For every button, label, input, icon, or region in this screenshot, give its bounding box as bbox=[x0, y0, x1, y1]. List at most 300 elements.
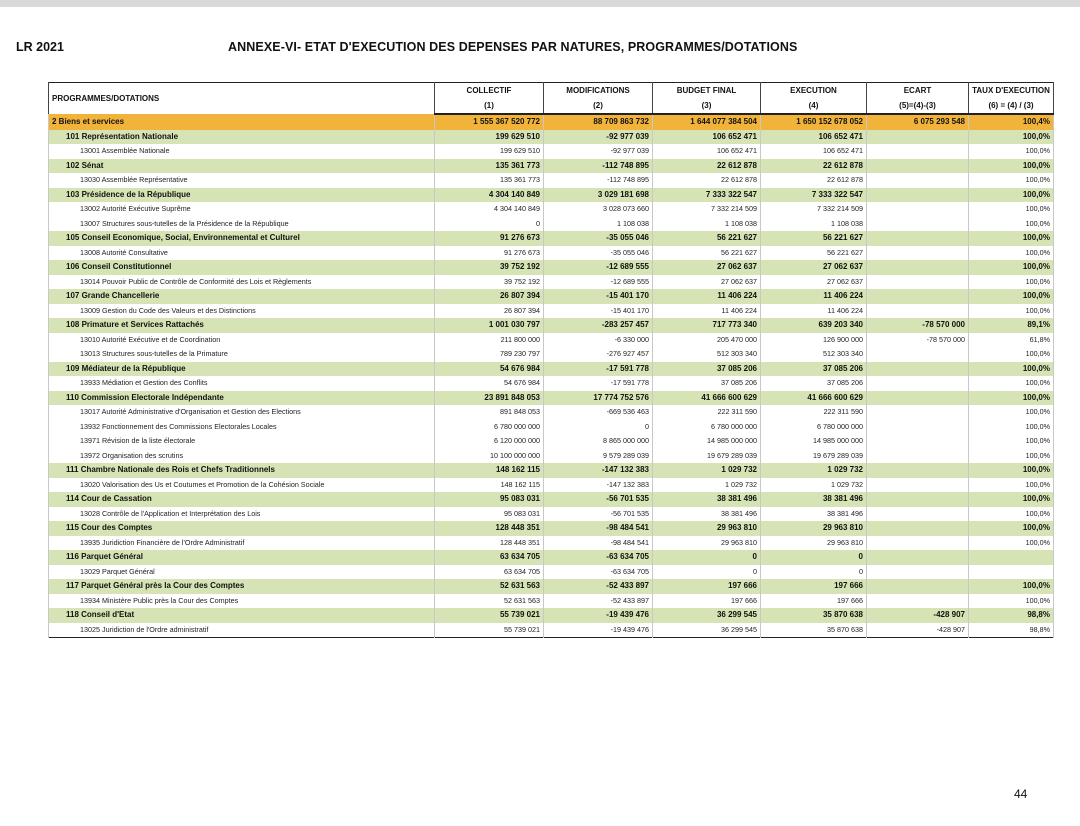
budget-final-cell: 0 bbox=[653, 550, 761, 565]
ecart-cell bbox=[867, 347, 969, 362]
budget-final-cell: 106 652 471 bbox=[653, 144, 761, 159]
execution-cell: 22 612 878 bbox=[761, 173, 867, 188]
collectif-cell: 6 120 000 000 bbox=[435, 434, 544, 449]
label-cell: 118 Conseil d'Etat bbox=[49, 608, 435, 623]
collectif-cell: 26 807 394 bbox=[435, 289, 544, 304]
program-row bbox=[49, 130, 1054, 145]
collectif-cell: 39 752 192 bbox=[435, 260, 544, 275]
taux-cell: 100,0% bbox=[969, 449, 1054, 464]
execution-cell: 56 221 627 bbox=[761, 231, 867, 246]
label-cell: 102 Sénat bbox=[49, 159, 435, 174]
column-header-taux-execution: TAUX D'EXECUTION bbox=[969, 83, 1054, 99]
dotation-row bbox=[49, 347, 1054, 362]
modifications-cell: -56 701 535 bbox=[544, 507, 653, 522]
label-cell: 13001 Assemblée Nationale bbox=[49, 144, 435, 159]
ecart-cell bbox=[867, 521, 969, 536]
collectif-cell: 95 083 031 bbox=[435, 492, 544, 507]
program-row bbox=[49, 391, 1054, 406]
modifications-cell: 3 029 181 698 bbox=[544, 188, 653, 203]
execution-cell: 35 870 638 bbox=[761, 623, 867, 638]
label-cell: 13933 Médiation et Gestion des Conflits bbox=[49, 376, 435, 391]
execution-cell: 126 900 000 bbox=[761, 333, 867, 348]
modifications-cell: -12 689 555 bbox=[544, 275, 653, 290]
modifications-cell: 8 865 000 000 bbox=[544, 434, 653, 449]
taux-cell: 100,0% bbox=[969, 492, 1054, 507]
execution-cell: 512 303 340 bbox=[761, 347, 867, 362]
budget-final-cell: 37 085 206 bbox=[653, 362, 761, 377]
collectif-cell: 891 848 053 bbox=[435, 405, 544, 420]
ecart-cell bbox=[867, 579, 969, 594]
column-subheader-modifications: (2) bbox=[544, 98, 653, 114]
taux-cell: 100,0% bbox=[969, 130, 1054, 145]
execution-cell: 35 870 638 bbox=[761, 608, 867, 623]
label-cell: 13932 Fonctionnement des Commissions Electorales Locales bbox=[49, 420, 435, 435]
label-cell: 117 Parquet Général près la Cour des Comptes bbox=[49, 579, 435, 594]
taux-cell: 100,0% bbox=[969, 246, 1054, 261]
column-header-collectif: COLLECTIF bbox=[435, 83, 544, 99]
ecart-cell bbox=[867, 405, 969, 420]
collectif-cell: 39 752 192 bbox=[435, 275, 544, 290]
taux-cell bbox=[969, 565, 1054, 580]
dotation-row bbox=[49, 202, 1054, 217]
collectif-cell: 95 083 031 bbox=[435, 507, 544, 522]
program-row bbox=[49, 188, 1054, 203]
budget-final-cell: 19 679 289 039 bbox=[653, 449, 761, 464]
modifications-cell: -669 536 463 bbox=[544, 405, 653, 420]
taux-cell: 100,0% bbox=[969, 275, 1054, 290]
taux-cell: 61,8% bbox=[969, 333, 1054, 348]
ecart-cell bbox=[867, 304, 969, 319]
budget-final-cell: 11 406 224 bbox=[653, 304, 761, 319]
execution-cell: 0 bbox=[761, 565, 867, 580]
execution-cell: 38 381 496 bbox=[761, 492, 867, 507]
ecart-cell bbox=[867, 144, 969, 159]
budget-final-cell: 27 062 637 bbox=[653, 275, 761, 290]
dotation-row bbox=[49, 144, 1054, 159]
category-row bbox=[49, 114, 1054, 130]
ecart-cell bbox=[867, 130, 969, 145]
collectif-cell: 1 001 030 797 bbox=[435, 318, 544, 333]
ecart-cell bbox=[867, 202, 969, 217]
modifications-cell: -35 055 046 bbox=[544, 231, 653, 246]
ecart-cell bbox=[867, 376, 969, 391]
budget-final-cell: 38 381 496 bbox=[653, 507, 761, 522]
label-cell: 13008 Autorité Consultative bbox=[49, 246, 435, 261]
modifications-cell: -19 439 476 bbox=[544, 623, 653, 638]
collectif-cell: 135 361 773 bbox=[435, 159, 544, 174]
ecart-cell: -78 570 000 bbox=[867, 333, 969, 348]
program-row bbox=[49, 521, 1054, 536]
label-cell: 13934 Ministère Public près la Cour des Comptes bbox=[49, 594, 435, 609]
modifications-cell: -52 433 897 bbox=[544, 579, 653, 594]
ecart-cell bbox=[867, 391, 969, 406]
modifications-cell: 1 108 038 bbox=[544, 217, 653, 232]
taux-cell: 100,0% bbox=[969, 594, 1054, 609]
dotation-row bbox=[49, 405, 1054, 420]
collectif-cell: 128 448 351 bbox=[435, 536, 544, 551]
dotation-row bbox=[49, 536, 1054, 551]
collectif-cell: 199 629 510 bbox=[435, 144, 544, 159]
dotation-row bbox=[49, 594, 1054, 609]
taux-cell: 100,0% bbox=[969, 463, 1054, 478]
execution-cell: 37 085 206 bbox=[761, 362, 867, 377]
taux-cell: 89,1% bbox=[969, 318, 1054, 333]
dotation-row bbox=[49, 173, 1054, 188]
execution-cell: 29 963 810 bbox=[761, 536, 867, 551]
ecart-cell bbox=[867, 550, 969, 565]
collectif-cell: 135 361 773 bbox=[435, 173, 544, 188]
taux-cell: 100,0% bbox=[969, 376, 1054, 391]
budget-final-cell: 41 666 600 629 bbox=[653, 391, 761, 406]
dotation-row bbox=[49, 376, 1054, 391]
collectif-cell: 55 739 021 bbox=[435, 623, 544, 638]
budget-final-cell: 1 644 077 384 504 bbox=[653, 114, 761, 130]
budget-final-cell: 7 333 322 547 bbox=[653, 188, 761, 203]
budget-final-cell: 197 666 bbox=[653, 594, 761, 609]
execution-table-container bbox=[48, 82, 1053, 638]
column-header-budget-final: BUDGET FINAL bbox=[653, 83, 761, 99]
collectif-cell: 54 676 984 bbox=[435, 362, 544, 377]
column-subheader-execution: (4) bbox=[761, 98, 867, 114]
table-header bbox=[49, 83, 1054, 115]
budget-final-cell: 6 780 000 000 bbox=[653, 420, 761, 435]
label-cell: 108 Primature et Services Rattachés bbox=[49, 318, 435, 333]
execution-cell: 1 650 152 678 052 bbox=[761, 114, 867, 130]
collectif-cell: 52 631 563 bbox=[435, 579, 544, 594]
execution-cell: 7 333 322 547 bbox=[761, 188, 867, 203]
modifications-cell: -98 484 541 bbox=[544, 521, 653, 536]
label-cell: 105 Conseil Economique, Social, Environnemental et Culturel bbox=[49, 231, 435, 246]
label-cell: 13971 Révision de la liste électorale bbox=[49, 434, 435, 449]
collectif-cell: 55 739 021 bbox=[435, 608, 544, 623]
modifications-cell: -92 977 039 bbox=[544, 130, 653, 145]
collectif-cell: 789 230 797 bbox=[435, 347, 544, 362]
collectif-cell: 148 162 115 bbox=[435, 478, 544, 493]
program-row bbox=[49, 492, 1054, 507]
taux-cell: 100,0% bbox=[969, 478, 1054, 493]
budget-final-cell: 38 381 496 bbox=[653, 492, 761, 507]
modifications-cell: 17 774 752 576 bbox=[544, 391, 653, 406]
budget-final-cell: 197 666 bbox=[653, 579, 761, 594]
budget-final-cell: 36 299 545 bbox=[653, 608, 761, 623]
label-cell: 101 Représentation Nationale bbox=[49, 130, 435, 145]
label-cell: 106 Conseil Constitutionnel bbox=[49, 260, 435, 275]
collectif-cell: 54 676 984 bbox=[435, 376, 544, 391]
dotation-row bbox=[49, 217, 1054, 232]
ecart-cell bbox=[867, 449, 969, 464]
taux-cell: 100,0% bbox=[969, 231, 1054, 246]
ecart-cell bbox=[867, 565, 969, 580]
column-header-ecart: ECART bbox=[867, 83, 969, 99]
execution-cell: 41 666 600 629 bbox=[761, 391, 867, 406]
ecart-cell bbox=[867, 434, 969, 449]
label-cell: 111 Chambre Nationale des Rois et Chefs Traditionnels bbox=[49, 463, 435, 478]
collectif-cell: 63 634 705 bbox=[435, 550, 544, 565]
modifications-cell: -147 132 383 bbox=[544, 478, 653, 493]
label-cell: 103 Présidence de la République bbox=[49, 188, 435, 203]
table-body bbox=[49, 114, 1054, 638]
modifications-cell: -283 257 457 bbox=[544, 318, 653, 333]
execution-cell: 7 332 214 509 bbox=[761, 202, 867, 217]
execution-cell: 1 029 732 bbox=[761, 463, 867, 478]
column-header-execution: EXECUTION bbox=[761, 83, 867, 99]
taux-cell: 100,0% bbox=[969, 159, 1054, 174]
program-row bbox=[49, 318, 1054, 333]
modifications-cell: -92 977 039 bbox=[544, 144, 653, 159]
dotation-row bbox=[49, 565, 1054, 580]
label-cell: 13972 Organisation des scrutins bbox=[49, 449, 435, 464]
execution-cell: 639 203 340 bbox=[761, 318, 867, 333]
collectif-cell: 23 891 848 053 bbox=[435, 391, 544, 406]
taux-cell: 100,0% bbox=[969, 420, 1054, 435]
modifications-cell: 9 579 289 039 bbox=[544, 449, 653, 464]
program-row bbox=[49, 231, 1054, 246]
label-cell: 13017 Autorité Administrative d'Organisation et Gestion des Elections bbox=[49, 405, 435, 420]
execution-cell: 22 612 878 bbox=[761, 159, 867, 174]
execution-cell: 197 666 bbox=[761, 579, 867, 594]
taux-cell: 100,0% bbox=[969, 536, 1054, 551]
ecart-cell: -428 907 bbox=[867, 623, 969, 638]
label-cell: 110 Commission Electorale Indépendante bbox=[49, 391, 435, 406]
collectif-cell: 63 634 705 bbox=[435, 565, 544, 580]
collectif-cell: 0 bbox=[435, 217, 544, 232]
budget-final-cell: 222 311 590 bbox=[653, 405, 761, 420]
dotation-row bbox=[49, 275, 1054, 290]
taux-cell: 100,0% bbox=[969, 347, 1054, 362]
taux-cell: 100,0% bbox=[969, 304, 1054, 319]
ecart-cell: -78 570 000 bbox=[867, 318, 969, 333]
modifications-cell: -112 748 895 bbox=[544, 159, 653, 174]
label-cell: 13007 Structures sous-tutelles de la Présidence de la République bbox=[49, 217, 435, 232]
modifications-cell: 88 709 863 732 bbox=[544, 114, 653, 130]
taux-cell: 100,0% bbox=[969, 405, 1054, 420]
dotation-row bbox=[49, 449, 1054, 464]
execution-cell: 27 062 637 bbox=[761, 260, 867, 275]
execution-cell: 11 406 224 bbox=[761, 304, 867, 319]
budget-final-cell: 1 108 038 bbox=[653, 217, 761, 232]
budget-final-cell: 512 303 340 bbox=[653, 347, 761, 362]
budget-final-cell: 22 612 878 bbox=[653, 159, 761, 174]
budget-final-cell: 205 470 000 bbox=[653, 333, 761, 348]
document-reference: LR 2021 bbox=[16, 40, 64, 54]
execution-cell: 37 085 206 bbox=[761, 376, 867, 391]
execution-cell: 197 666 bbox=[761, 594, 867, 609]
program-row bbox=[49, 550, 1054, 565]
budget-final-cell: 37 085 206 bbox=[653, 376, 761, 391]
modifications-cell: -35 055 046 bbox=[544, 246, 653, 261]
execution-table bbox=[48, 82, 1054, 638]
dotation-row bbox=[49, 420, 1054, 435]
modifications-cell: 3 028 073 660 bbox=[544, 202, 653, 217]
label-cell: 13014 Pouvoir Public de Contrôle de Conformité des Lois et Règlements bbox=[49, 275, 435, 290]
taux-cell: 100,0% bbox=[969, 579, 1054, 594]
collectif-cell: 128 448 351 bbox=[435, 521, 544, 536]
execution-cell: 0 bbox=[761, 550, 867, 565]
program-row bbox=[49, 579, 1054, 594]
modifications-cell: -98 484 541 bbox=[544, 536, 653, 551]
dotation-row bbox=[49, 507, 1054, 522]
budget-final-cell: 0 bbox=[653, 565, 761, 580]
ecart-cell bbox=[867, 231, 969, 246]
modifications-cell: -147 132 383 bbox=[544, 463, 653, 478]
label-cell: 13009 Gestion du Code des Valeurs et des Distinctions bbox=[49, 304, 435, 319]
ecart-cell bbox=[867, 159, 969, 174]
ecart-cell bbox=[867, 173, 969, 188]
ecart-cell bbox=[867, 289, 969, 304]
taux-cell: 100,0% bbox=[969, 144, 1054, 159]
modifications-cell: -63 634 705 bbox=[544, 550, 653, 565]
taux-cell: 100,0% bbox=[969, 217, 1054, 232]
document-title: ANNEXE-VI- ETAT D'EXECUTION DES DEPENSES PAR NATURES, PROGRAMMES/DOTATIONS bbox=[228, 40, 798, 54]
program-row bbox=[49, 159, 1054, 174]
budget-final-cell: 27 062 637 bbox=[653, 260, 761, 275]
collectif-cell: 211 800 000 bbox=[435, 333, 544, 348]
dotation-row bbox=[49, 333, 1054, 348]
collectif-cell: 1 555 367 520 772 bbox=[435, 114, 544, 130]
execution-cell: 14 985 000 000 bbox=[761, 434, 867, 449]
label-cell: 13002 Autorité Exécutive Suprême bbox=[49, 202, 435, 217]
execution-cell: 29 963 810 bbox=[761, 521, 867, 536]
ecart-cell bbox=[867, 246, 969, 261]
taux-cell: 100,4% bbox=[969, 114, 1054, 130]
modifications-cell: -6 330 000 bbox=[544, 333, 653, 348]
column-header-programmes: PROGRAMMES/DOTATIONS bbox=[49, 83, 435, 115]
collectif-cell: 26 807 394 bbox=[435, 304, 544, 319]
taux-cell: 100,0% bbox=[969, 362, 1054, 377]
modifications-cell: -276 927 457 bbox=[544, 347, 653, 362]
modifications-cell: -112 748 895 bbox=[544, 173, 653, 188]
column-subheader-collectif: (1) bbox=[435, 98, 544, 114]
ecart-cell bbox=[867, 478, 969, 493]
budget-final-cell: 11 406 224 bbox=[653, 289, 761, 304]
collectif-cell: 199 629 510 bbox=[435, 130, 544, 145]
budget-final-cell: 36 299 545 bbox=[653, 623, 761, 638]
taux-cell: 100,0% bbox=[969, 202, 1054, 217]
program-row bbox=[49, 608, 1054, 623]
label-cell: 13010 Autorité Exécutive et de Coordination bbox=[49, 333, 435, 348]
top-gray-band bbox=[0, 0, 1080, 7]
taux-cell: 100,0% bbox=[969, 434, 1054, 449]
budget-final-cell: 717 773 340 bbox=[653, 318, 761, 333]
execution-cell: 38 381 496 bbox=[761, 507, 867, 522]
column-subheader-budget-final: (3) bbox=[653, 98, 761, 114]
modifications-cell: -17 591 778 bbox=[544, 362, 653, 377]
execution-cell: 222 311 590 bbox=[761, 405, 867, 420]
label-cell: 116 Parquet Général bbox=[49, 550, 435, 565]
ecart-cell bbox=[867, 217, 969, 232]
execution-cell: 106 652 471 bbox=[761, 130, 867, 145]
modifications-cell: -15 401 170 bbox=[544, 289, 653, 304]
dotation-row bbox=[49, 623, 1054, 638]
execution-cell: 56 221 627 bbox=[761, 246, 867, 261]
execution-cell: 27 062 637 bbox=[761, 275, 867, 290]
dotation-row bbox=[49, 478, 1054, 493]
label-cell: 13025 Juridiction de l'Ordre administratif bbox=[49, 623, 435, 638]
label-cell: 114 Cour de Cassation bbox=[49, 492, 435, 507]
column-header-modifications: MODIFICATIONS bbox=[544, 83, 653, 99]
execution-cell: 106 652 471 bbox=[761, 144, 867, 159]
collectif-cell: 4 304 140 849 bbox=[435, 188, 544, 203]
label-cell: 115 Cour des Comptes bbox=[49, 521, 435, 536]
label-cell: 107 Grande Chancellerie bbox=[49, 289, 435, 304]
execution-cell: 11 406 224 bbox=[761, 289, 867, 304]
ecart-cell bbox=[867, 260, 969, 275]
taux-cell: 98,8% bbox=[969, 623, 1054, 638]
ecart-cell: 6 075 293 548 bbox=[867, 114, 969, 130]
ecart-cell bbox=[867, 420, 969, 435]
taux-cell: 100,0% bbox=[969, 507, 1054, 522]
ecart-cell: -428 907 bbox=[867, 608, 969, 623]
budget-final-cell: 1 029 732 bbox=[653, 478, 761, 493]
ecart-cell bbox=[867, 362, 969, 377]
label-cell: 13013 Structures sous-tutelles de la Primature bbox=[49, 347, 435, 362]
budget-final-cell: 1 029 732 bbox=[653, 463, 761, 478]
dotation-row bbox=[49, 304, 1054, 319]
taux-cell: 100,0% bbox=[969, 260, 1054, 275]
execution-cell: 6 780 000 000 bbox=[761, 420, 867, 435]
label-cell: 13029 Parquet Général bbox=[49, 565, 435, 580]
label-cell: 13935 Juridiction Financière de l'Ordre Administratif bbox=[49, 536, 435, 551]
modifications-cell: -63 634 705 bbox=[544, 565, 653, 580]
label-cell: 2 Biens et services bbox=[49, 114, 435, 130]
modifications-cell: 0 bbox=[544, 420, 653, 435]
ecart-cell bbox=[867, 507, 969, 522]
label-cell: 13028 Contrôle de l'Application et Interprétation des Lois bbox=[49, 507, 435, 522]
modifications-cell: -56 701 535 bbox=[544, 492, 653, 507]
budget-final-cell: 106 652 471 bbox=[653, 130, 761, 145]
budget-final-cell: 29 963 810 bbox=[653, 536, 761, 551]
budget-final-cell: 56 221 627 bbox=[653, 246, 761, 261]
modifications-cell: -52 433 897 bbox=[544, 594, 653, 609]
execution-cell: 19 679 289 039 bbox=[761, 449, 867, 464]
taux-cell: 100,0% bbox=[969, 289, 1054, 304]
ecart-cell bbox=[867, 275, 969, 290]
taux-cell: 100,0% bbox=[969, 173, 1054, 188]
ecart-cell bbox=[867, 188, 969, 203]
modifications-cell: -19 439 476 bbox=[544, 608, 653, 623]
page-number: 44 bbox=[1014, 787, 1028, 801]
taux-cell: 100,0% bbox=[969, 391, 1054, 406]
ecart-cell bbox=[867, 594, 969, 609]
budget-final-cell: 7 332 214 509 bbox=[653, 202, 761, 217]
collectif-cell: 148 162 115 bbox=[435, 463, 544, 478]
label-cell: 109 Médiateur de la République bbox=[49, 362, 435, 377]
program-row bbox=[49, 463, 1054, 478]
taux-cell bbox=[969, 550, 1054, 565]
execution-cell: 1 108 038 bbox=[761, 217, 867, 232]
ecart-cell bbox=[867, 536, 969, 551]
collectif-cell: 91 276 673 bbox=[435, 246, 544, 261]
collectif-cell: 91 276 673 bbox=[435, 231, 544, 246]
taux-cell: 100,0% bbox=[969, 521, 1054, 536]
budget-final-cell: 22 612 878 bbox=[653, 173, 761, 188]
modifications-cell: -15 401 170 bbox=[544, 304, 653, 319]
ecart-cell bbox=[867, 463, 969, 478]
collectif-cell: 10 100 000 000 bbox=[435, 449, 544, 464]
collectif-cell: 4 304 140 849 bbox=[435, 202, 544, 217]
taux-cell: 100,0% bbox=[969, 188, 1054, 203]
program-row bbox=[49, 362, 1054, 377]
program-row bbox=[49, 260, 1054, 275]
dotation-row bbox=[49, 434, 1054, 449]
modifications-cell: -17 591 778 bbox=[544, 376, 653, 391]
execution-cell: 1 029 732 bbox=[761, 478, 867, 493]
budget-final-cell: 56 221 627 bbox=[653, 231, 761, 246]
taux-cell: 98,8% bbox=[969, 608, 1054, 623]
dotation-row bbox=[49, 246, 1054, 261]
column-subheader-ecart: (5)=(4)-(3) bbox=[867, 98, 969, 114]
collectif-cell: 52 631 563 bbox=[435, 594, 544, 609]
